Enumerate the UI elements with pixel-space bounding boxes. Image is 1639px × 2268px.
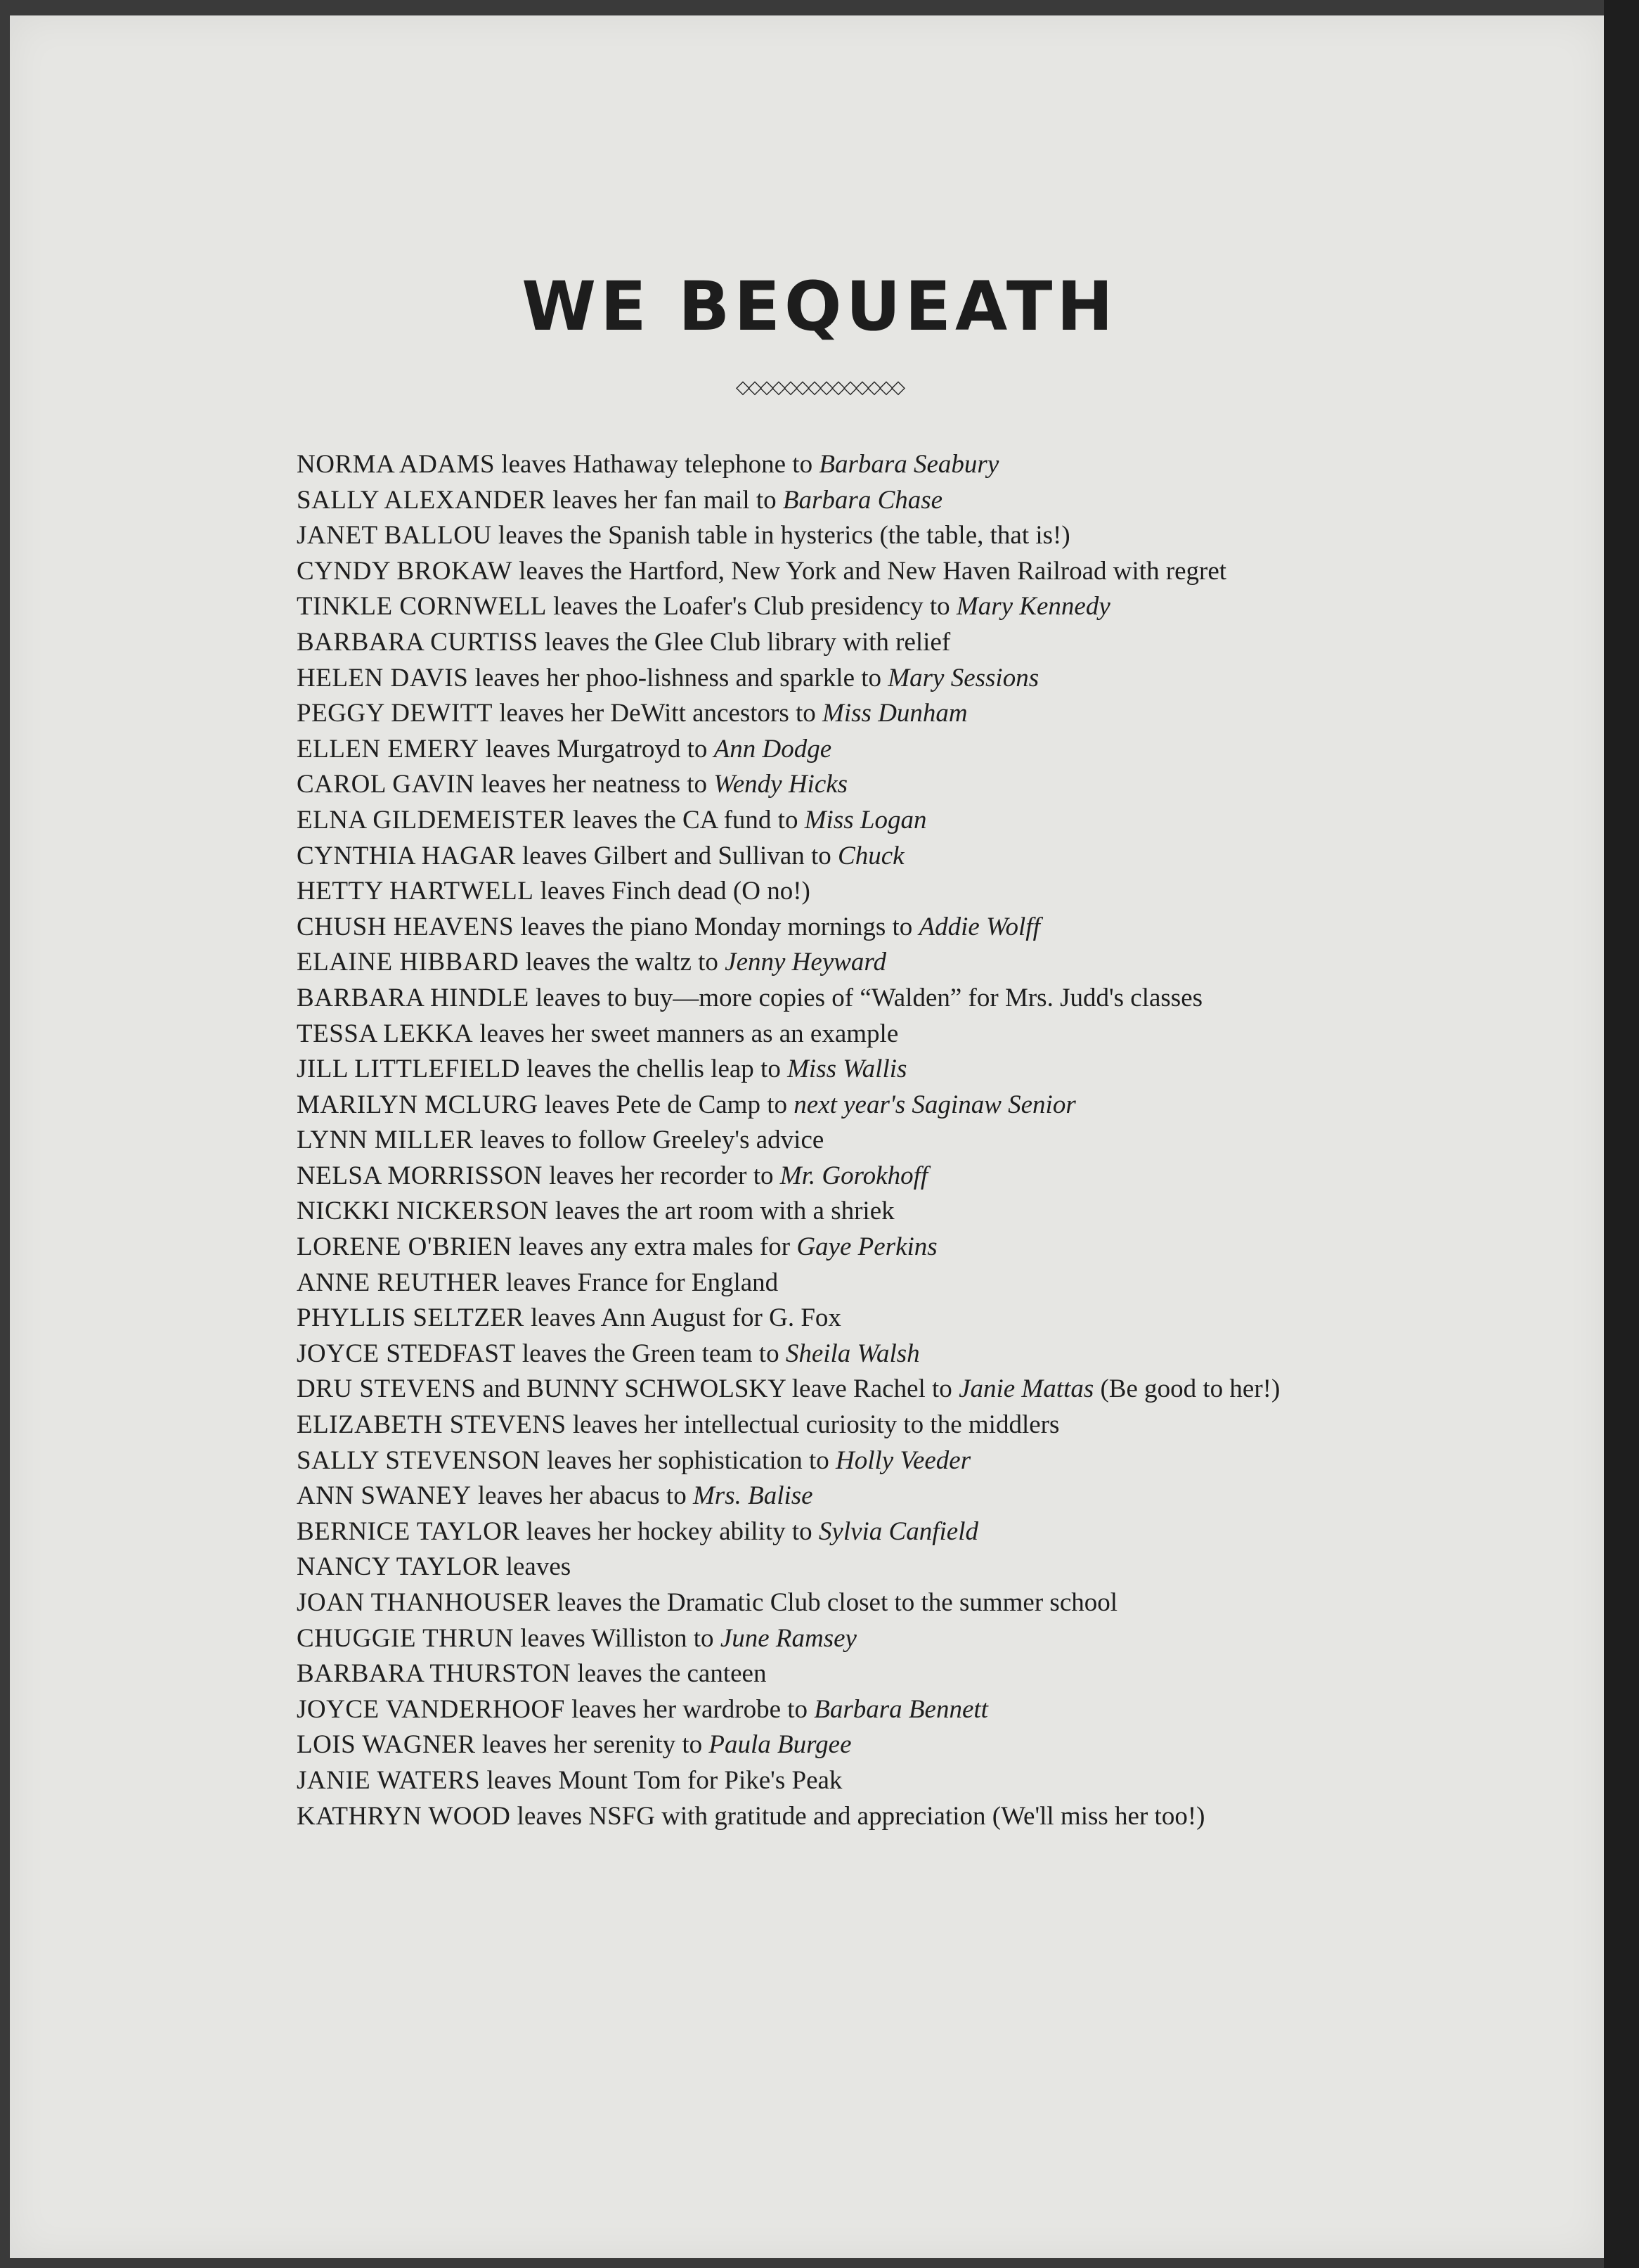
student-name: JOYCE VANDERHOOF — [297, 1694, 565, 1724]
recipient-name: Jenny Heyward — [725, 948, 886, 977]
bequest-entry — [297, 1478, 1361, 1514]
bequest-entry — [297, 767, 1361, 803]
ornament-divider: ◇◇◇◇◇◇◇◇◇◇◇◇◇◇ — [736, 377, 903, 398]
bequest-text: leaves Mount Tom for Pike's Peak — [480, 1765, 843, 1795]
bequest-text: leaves the Spanish table in hysterics (the table, that is!) — [491, 521, 1070, 550]
student-name: LYNN MILLER — [297, 1126, 474, 1155]
bequest-entry — [297, 1585, 1361, 1621]
bequest-entry — [297, 1407, 1361, 1443]
recipient-name: Chuck — [838, 841, 905, 870]
recipient-name: Addie Wolff — [919, 912, 1040, 941]
student-name: DRU STEVENS — [297, 1374, 477, 1404]
bequest-entry — [297, 803, 1361, 839]
recipient-name: Sheila Walsh — [785, 1339, 920, 1368]
bequest-entry — [297, 483, 1361, 519]
page-title: WE BEQUEATH — [522, 267, 1118, 346]
student-name: ANN SWANEY — [297, 1481, 472, 1511]
bequest-entry — [297, 447, 1361, 483]
student-name: JOYCE STEDFAST — [297, 1339, 516, 1368]
bequest-text: leaves Murgatroyd to — [479, 734, 714, 763]
bequest-entry — [297, 1088, 1361, 1123]
student-name: JILL LITTLEFIELD — [297, 1055, 520, 1084]
bequest-entry — [297, 981, 1361, 1017]
student-name: ELLEN EMERY — [297, 734, 479, 763]
student-name: CYNDY BROKAW — [297, 556, 512, 586]
student-name: BARBARA CURTISS — [297, 627, 538, 657]
bequest-entry — [297, 732, 1361, 768]
recipient-name: Mary Kennedy — [956, 592, 1110, 621]
bequest-list — [297, 447, 1361, 1834]
bequest-text: leaves her sophistication to — [540, 1445, 836, 1475]
student-name: NELSA MORRISSON — [297, 1161, 543, 1190]
bequest-entry — [297, 1656, 1361, 1692]
student-name: TESSA LEKKA — [297, 1019, 474, 1048]
bequest-text: leaves the Dramatic Club closet to the summer school — [550, 1588, 1118, 1617]
student-name: CYNTHIA HAGAR — [297, 841, 516, 870]
bequest-text: leaves the Loafer's Club presidency to — [546, 592, 957, 621]
bequest-entry — [297, 1549, 1361, 1585]
bequest-text: leaves to follow Greeley's advice — [473, 1126, 824, 1155]
bequest-text: leaves her fan mail to — [545, 485, 783, 515]
bequest-entry — [297, 1443, 1361, 1479]
recipient-name: Ann Dodge — [713, 734, 832, 763]
bequest-entry — [297, 518, 1361, 554]
recipient-name: Miss Logan — [804, 805, 927, 835]
recipient-name: Mrs. Balise — [692, 1481, 813, 1511]
student-name: ELIZABETH STEVENS — [297, 1410, 566, 1440]
student-name: SALLY STEVENSON — [297, 1445, 540, 1475]
bequest-text: leaves Pete de Camp to — [538, 1090, 794, 1119]
bequest-text: leaves her neatness to — [474, 770, 714, 799]
bequest-text: leaves the Hartford, New York and New Haven Railroad with regret — [512, 556, 1227, 586]
recipient-name: Barbara Bennett — [814, 1694, 988, 1724]
bequest-entry — [297, 1301, 1361, 1336]
bequest-entry — [297, 1763, 1361, 1799]
bequest-entry — [297, 661, 1361, 697]
student-name: NANCY TAYLOR — [297, 1552, 500, 1582]
recipient-name: Miss Dunham — [822, 699, 968, 728]
bequest-entry — [297, 1052, 1361, 1088]
bequest-text: leaves her DeWitt ancestors to — [492, 699, 823, 728]
bequest-text: leaves Finch dead (O no!) — [533, 877, 810, 906]
recipient-name: June Ramsey — [720, 1623, 857, 1653]
bequest-entry — [297, 1727, 1361, 1763]
bequest-tail: (Be good to her!) — [1094, 1374, 1281, 1404]
recipient-name: Mary Sessions — [888, 663, 1039, 692]
student-name: CHUSH HEAVENS — [297, 912, 514, 941]
recipient-name: Paula Burgee — [708, 1730, 852, 1760]
bequest-entry — [297, 1336, 1361, 1372]
bequest-text: leaves any extra males for — [512, 1232, 797, 1262]
bequest-text: leaves the waltz to — [519, 948, 725, 977]
bequest-entry — [297, 1194, 1361, 1230]
student-name: JANET BALLOU — [297, 521, 492, 550]
student-name: KATHRYN WOOD — [297, 1801, 511, 1831]
bequest-entry — [297, 625, 1361, 661]
student-name: LOIS WAGNER — [297, 1730, 476, 1760]
student-name: TINKLE CORNWELL — [297, 592, 547, 621]
bequest-text: leaves her wardrobe to — [564, 1694, 815, 1724]
bequest-entry — [297, 1514, 1361, 1550]
bequest-text: leaves the Green team to — [515, 1339, 786, 1368]
bequest-entry — [297, 1621, 1361, 1657]
bequest-entry — [297, 554, 1361, 590]
bequest-text: leaves her recorder to — [542, 1161, 780, 1190]
bequest-entry — [297, 1123, 1361, 1159]
recipient-name: Mr. Gorokhoff — [779, 1161, 928, 1190]
bequest-text: leaves her abacus to — [471, 1481, 693, 1511]
student-name: BARBARA HINDLE — [297, 983, 529, 1012]
bequest-text: leaves the Glee Club library with relief — [538, 627, 951, 657]
bequest-entry — [297, 1372, 1361, 1407]
student-name: BARBARA THURSTON — [297, 1659, 571, 1689]
bequest-entry — [297, 945, 1361, 981]
bequest-text: leaves the canteen — [571, 1659, 767, 1689]
student-name: PHYLLIS SELTZER — [297, 1303, 524, 1333]
recipient-name: Holly Veeder — [836, 1445, 971, 1475]
bequest-entry — [297, 910, 1361, 946]
student-name: LORENE O'BRIEN — [297, 1232, 512, 1262]
bequest-text: leaves NSFG with gratitude and appreciation (We'll miss her too!) — [510, 1801, 1205, 1831]
bequest-text: leaves her intellectual curiosity to the middlers — [566, 1410, 1060, 1440]
recipient-name: next year's Saginaw Senior — [793, 1090, 1076, 1119]
bequest-text: leaves the art room with a shriek — [548, 1197, 895, 1226]
student-name: JANIE WATERS — [297, 1765, 481, 1795]
recipient-name: Wendy Hicks — [713, 770, 848, 799]
bequest-text: leaves — [499, 1552, 571, 1582]
bequest-text: leaves the chellis leap to — [519, 1055, 788, 1084]
bequest-entry — [297, 696, 1361, 732]
bequest-entry — [297, 1799, 1361, 1835]
bequest-text: leaves Hathaway telephone to — [495, 450, 820, 479]
student-name: SALLY ALEXANDER — [297, 485, 546, 515]
bequest-text: leaves the piano Monday mornings to — [514, 912, 919, 941]
recipient-name: Barbara Chase — [782, 485, 943, 515]
student-name: NICKKI NICKERSON — [297, 1197, 549, 1226]
recipient-name: Miss Wallis — [787, 1055, 907, 1084]
bequest-entry — [297, 1017, 1361, 1052]
bequest-text: leaves her serenity to — [475, 1730, 709, 1760]
bequest-text: leaves her phoo-lishness and sparkle to — [468, 663, 888, 692]
bequest-text: leaves Ann August for G. Fox — [524, 1303, 841, 1333]
recipient-name: Janie Mattas — [959, 1374, 1094, 1404]
student-name: CAROL GAVIN — [297, 770, 475, 799]
student-name: ANNE REUTHER — [297, 1268, 500, 1297]
recipient-name: Sylvia Canfield — [818, 1516, 979, 1546]
student-name: JOAN THANHOUSER — [297, 1588, 551, 1617]
bequest-entry — [297, 1265, 1361, 1301]
student-name: HELEN DAVIS — [297, 663, 469, 692]
bequest-text: leaves Gilbert and Sullivan to — [515, 841, 838, 870]
student-name: NORMA ADAMS — [297, 450, 495, 479]
bequest-entry — [297, 1692, 1361, 1728]
student-name: MARILYN MCLURG — [297, 1090, 538, 1119]
bequest-entry — [297, 1159, 1361, 1194]
student-name: ELAINE HIBBARD — [297, 948, 519, 977]
bequest-entry — [297, 1230, 1361, 1265]
bequest-text: leaves the CA fund to — [566, 805, 805, 835]
student-name: BERNICE TAYLOR — [297, 1516, 520, 1546]
student-name: HETTY HARTWELL — [297, 877, 534, 906]
bequest-text: and BUNNY SCHWOLSKY leave Rachel to — [476, 1374, 959, 1404]
bequest-text: leaves her sweet manners as an example — [473, 1019, 899, 1048]
student-name: CHUGGIE THRUN — [297, 1623, 514, 1653]
bequest-entry — [297, 874, 1361, 910]
bequest-entry — [297, 589, 1361, 625]
bequest-text: leaves France for England — [499, 1268, 779, 1297]
bequest-text: leaves Williston to — [514, 1623, 720, 1653]
bequest-entry — [297, 839, 1361, 875]
student-name: PEGGY DEWITT — [297, 699, 493, 728]
recipient-name: Barbara Seabury — [819, 450, 999, 479]
bequest-text: leaves to buy—more copies of “Walden” for Mrs. Judd's classes — [529, 983, 1203, 1012]
bequest-text: leaves her hockey ability to — [519, 1516, 819, 1546]
student-name: ELNA GILDEMEISTER — [297, 805, 566, 835]
recipient-name: Gaye Perkins — [796, 1232, 938, 1262]
